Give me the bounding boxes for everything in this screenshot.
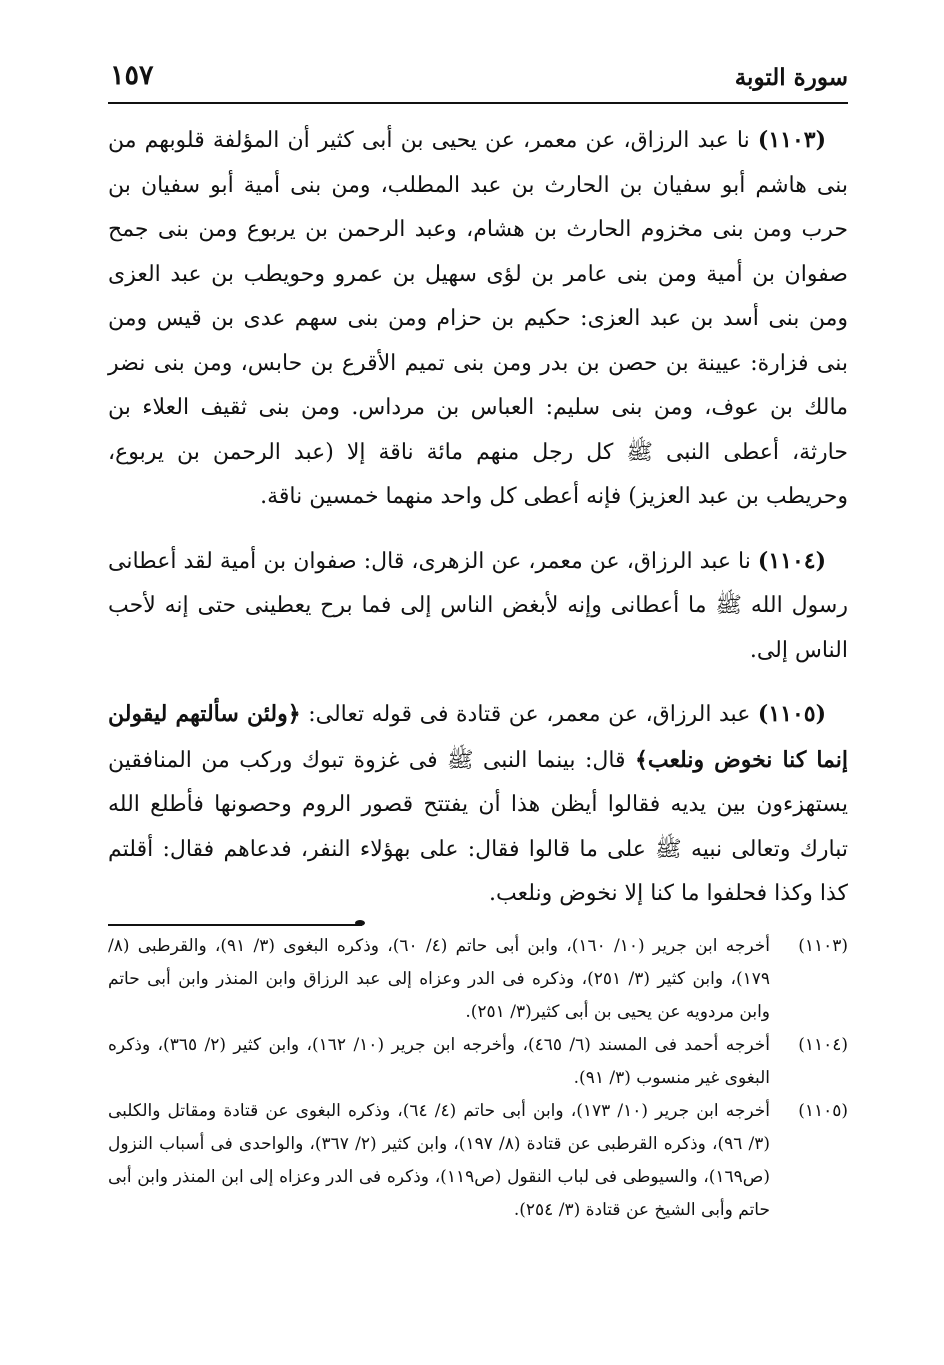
footnote-1103	[108, 930, 848, 1029]
surah-title: سورة التوبة	[734, 64, 848, 91]
hadith-1105	[108, 692, 848, 917]
hadith-text: نا عبد الرزاق، عن معمر، عن يحيى بن أبى كثير أن المؤلفة قلوبهم من بنى هاشم أبو سفيان بن الحارث بن عبد المطلب، ومن بنى أمية أبو سفيان بن حرب ومن بنى مخزوم الحارث بن هشام، وعبد الرحمن بن يربوع ومن بنى جمح صفوان بن أمية ومن بنى عامر بن لؤى سهيل بن عمرو وحويطب بن عبد العزى ومن بنى أسد بن عبد العزى: حكيم بن حزام ومن بنى سهم عدى بن قيس ومن بنى فزارة: عيينة بن حصن بن بدر ومن بنى تميم الأقرع بن حابس، ومن بنى نضر مالك بن عوف، ومن بنى سليم: العباس بن مرداس. ومن بنى ثقيف العلاء بن حارثة، أعطى النبى ﷺ كل رجل منهم مائة ناقة إلا (عبد الرحمن بن يربوع، وحريطب بن عبد العزيز) فإنه أعطى كل واحد منهما خمسين ناقة.	[108, 128, 848, 509]
footnote-text: أخرجه ابن جرير (١٠/ ١٧٣)، وابن أبى حاتم (٤/ ٦٤)، وذكره البغوى عن قتادة ومقاتل والكلبى (٣/ ٩٦)، وذكره القرطبى عن قتادة (٨/ ١٩٧)، وابن كثير (٢/ ٣٦٧)، والواحدى فى أسباب النزول (ص١٦٩)، والسيوطى فى لباب النقول (ص١١٩)، وذكره فى الدر وعزاه إلى ابن المنذر وابن أبى حاتم وأبى الشيخ عن قتادة (٣/ ٢٥٤).	[108, 1101, 771, 1220]
footnote-number: (١١٠٥)	[798, 1101, 848, 1121]
hadith-number: (١١٠٤)	[757, 547, 827, 574]
page-header	[108, 58, 848, 98]
header-divider	[108, 102, 848, 104]
footnote-1105	[108, 1095, 848, 1227]
page-number: ١٥٧	[110, 60, 154, 91]
footnote-1104	[108, 1029, 848, 1095]
footnote-divider	[108, 924, 362, 926]
footnote-number: (١١٠٤)	[798, 1035, 848, 1055]
hadith-text-continued: قال: بينما النبى ﷺ فى غزوة تبوك وركب من المنافقين يستهزءون بين يديه فقالوا أيظن هذا أن يفتتح قصور الروم وحصونها فأطلع الله تبارك وتعالى نبيه ﷺ على ما قالوا فقال: على بهؤلاء النفر، فدعاهم فقال: أقلتم كذا وكذا فحلفوا ما كنا إلا نخوض ونلعب.	[108, 747, 848, 906]
hadith-number: (١١٠٣)	[757, 127, 826, 153]
hadith-number: (١١٠٥)	[757, 701, 827, 727]
footnote-divider-mark	[355, 920, 365, 926]
hadith-text: عبد الرزاق، عن معمر، عن قتادة فى قوله تعالى:	[308, 702, 751, 727]
footnote-number: (١١٠٣)	[798, 936, 848, 956]
footnotes-section	[108, 930, 848, 1227]
quran-verse: ﴿ولئن سألتهم ليقولن إنما كنا نخوض ونلعب﴾	[108, 701, 848, 773]
footnote-text: أخرجه أحمد فى المسند (٦/ ٤٦٥)، وأخرجه ابن جرير (١٠/ ١٦٢)، وابن كثير (٢/ ٣٦٥)، وذكره البغوى غير منسوب (٣/ ٩١).	[108, 1035, 770, 1088]
hadith-1104	[108, 539, 848, 674]
main-text-body	[108, 118, 848, 936]
footnote-text: أخرجه ابن جرير (١٠/ ١٦٠)، وابن أبى حاتم (٤/ ٦٠)، وذكره البغوى (٣/ ٩١)، والقرطبى (٨/ ١٧٩)، وابن كثير (٣/ ٢٥١)، وذكره فى الدر وعزاه إلى عبد الرزاق وابن المنذر وابن أبى حاتم وابن مردويه عن يحيى بن أبى كثير(٣/ ٢٥١).	[108, 936, 770, 1022]
hadith-1103	[108, 118, 848, 520]
hadith-text: نا عبد الرزاق، عن معمر، عن الزهرى، قال: صفوان بن أمية لقد أعطانى رسول الله ﷺ ما أعطانى وإنه لأبغض الناس إلى فما برح يعطينى حتى إنه لأحب الناس إلى.	[108, 548, 848, 663]
